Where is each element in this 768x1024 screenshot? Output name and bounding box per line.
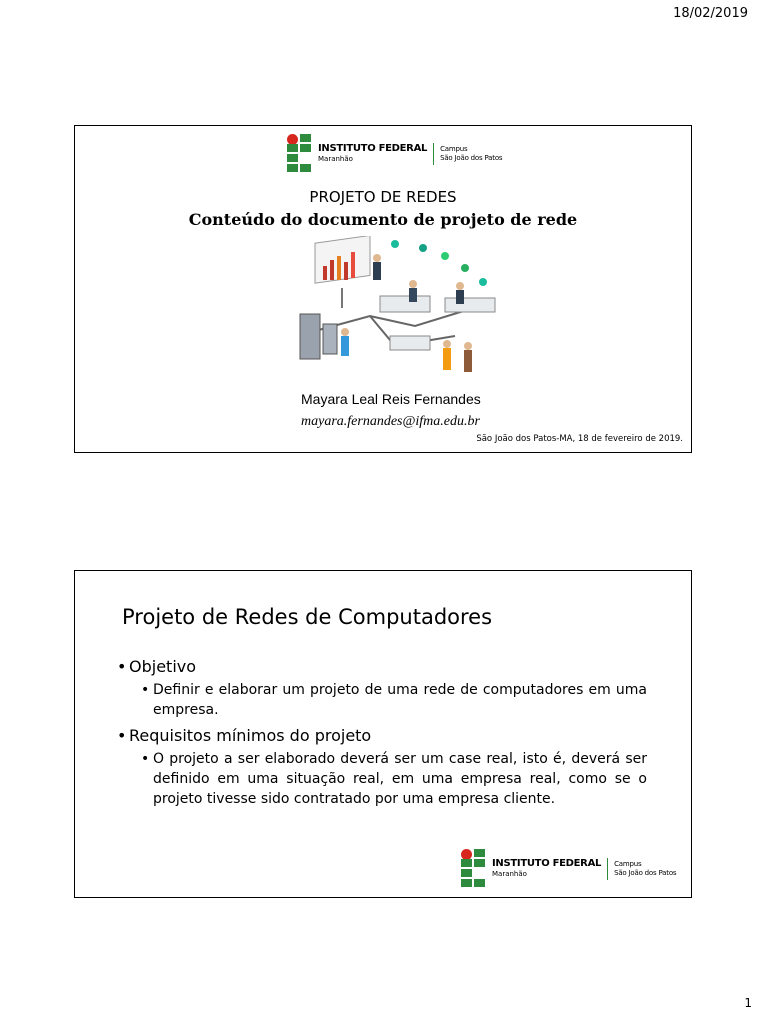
bullet-text: • Definir e elaborar um projeto de uma rede de computadores em uma empresa. <box>141 682 647 718</box>
logo-campus-label: Campus <box>614 859 642 868</box>
logo-campus-label: Campus <box>440 144 468 153</box>
institution-logo <box>461 849 676 888</box>
author-email: mayara.fernandes@ifma.edu.br <box>301 414 480 429</box>
bullet-heading: • Requisitos mínimos do projeto <box>117 726 372 745</box>
place-date: São João dos Patos-MA, 18 de fevereiro de 2019. <box>476 434 683 444</box>
slide-1 <box>74 125 692 453</box>
bullet-heading: • Objetivo <box>117 657 197 676</box>
logo-campus-name: São João dos Patos <box>614 868 677 877</box>
bullet-text: • O projeto a ser elaborado deverá ser um case real, isto é, deverá ser definido em uma situação real, em uma empresa real, como se o projeto tivesse sido contratado por uma empresa cliente. <box>141 751 647 807</box>
slide-1-title: PROJETO DE REDES <box>309 188 457 206</box>
logo-state: Maranhão <box>318 155 353 163</box>
logo-state: Maranhão <box>492 870 527 878</box>
slide-2 <box>74 570 692 898</box>
office-network-illustration <box>295 236 510 391</box>
slide-1-subtitle: Conteúdo do documento de projeto de rede <box>188 210 578 229</box>
slide-2-content <box>117 657 647 815</box>
if-logo-icon <box>461 849 486 888</box>
logo-institution: INSTITUTO FEDERAL <box>318 143 428 154</box>
if-logo-icon <box>287 134 312 173</box>
logo-campus-name: São João dos Patos <box>440 153 503 162</box>
page-number: 1 <box>744 996 752 1010</box>
logo-institution: INSTITUTO FEDERAL <box>492 858 602 869</box>
institution-logo <box>287 134 502 173</box>
page-date: 18/02/2019 <box>673 6 748 21</box>
author-name: Mayara Leal Reis Fernandes <box>301 391 481 407</box>
slide-2-title: Projeto de Redes de Computadores <box>122 605 493 629</box>
